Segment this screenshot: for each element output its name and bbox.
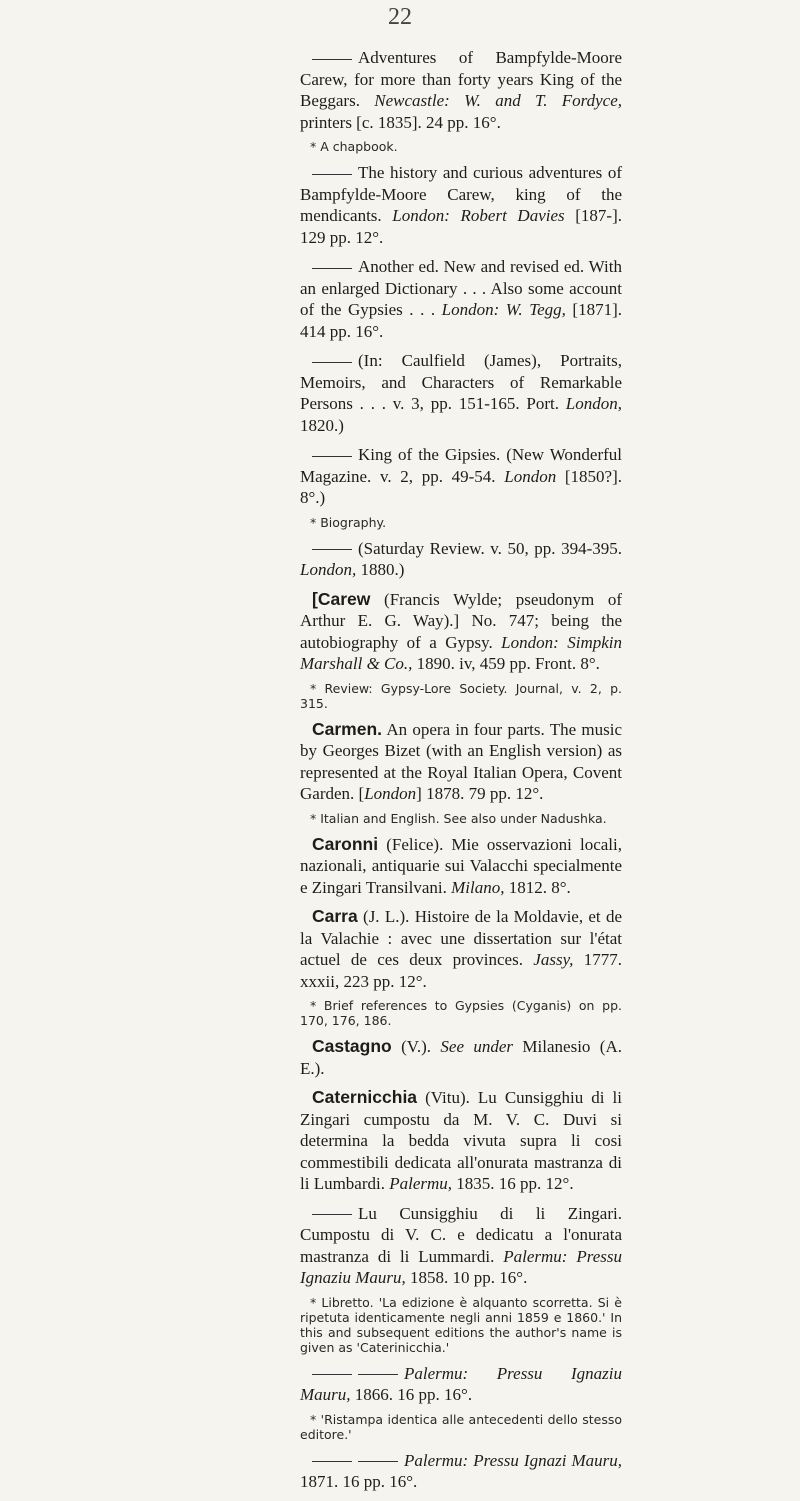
bibliography-entry (300, 589, 622, 675)
entry-collation: ] 1878. 79 pp. 12°. (416, 784, 544, 803)
entry-note: * Libretto. 'La edizione è alquanto scorretta. Si è ripetuta identicamente negli anni 1859 e 1860.' In this and subsequent editions the author's name is given as 'Caterinicchia.' (300, 1294, 622, 1355)
entry-heading: [Carew (312, 588, 371, 609)
entry-imprint: Jassy, (533, 950, 574, 969)
repeat-author-dash (312, 549, 352, 550)
entry-imprint: London, (565, 394, 622, 413)
bibliography-entry (300, 906, 622, 992)
page-number: 22 (388, 4, 412, 30)
entry-text: An opera in four parts. The music by Georges Bizet (with an English version) as represented at the Royal Italian Opera, Covent Garden. [ (300, 719, 622, 803)
entry-collation: 1880.) (356, 560, 405, 579)
entry-imprint: London: Simpkin Marshall & Co., (300, 632, 622, 673)
entry-text: (Felice). Mie osservazioni locali, nazionali, antiquarie sui Valacchi specialmente e Zingari Transilvani. (300, 834, 622, 897)
entry-imprint: Newcastle: W. and T. Fordyce, (374, 91, 622, 110)
bibliography-entry (300, 1087, 622, 1195)
repeat-title-dash (358, 1461, 398, 1462)
bibliography-entry (300, 1036, 622, 1079)
entry-imprint: See under (440, 1037, 514, 1056)
bibliography-entry (300, 47, 622, 133)
entry-collation: [1871]. 414 pp. 16°. (300, 300, 622, 341)
entry-note: * A chapbook. (310, 139, 398, 154)
entry-note: * Review: Gypsy-Lore Society. Journal, v. 2, p. 315. (300, 680, 622, 711)
entry-collation: Milanesio (A. E.). (300, 1037, 622, 1078)
entry-imprint: London: Robert Davies (392, 206, 565, 225)
repeat-author-dash (312, 174, 352, 175)
bibliography-entry (300, 1363, 622, 1406)
entry-collation: 1812. 8°. (504, 877, 571, 897)
entry-imprint: Milano, (451, 877, 505, 897)
bibliography-entry (300, 1450, 622, 1493)
entry-imprint: London, (300, 560, 357, 579)
entry-text: (Francis Wylde; pseudonym of Arthur E. G. Way).] No. 747; being the autobiography of a Gypsy. (300, 589, 622, 652)
entry-collation: 1820.) (300, 415, 344, 435)
entry-heading: Castagno (312, 1036, 392, 1056)
entry-column (300, 47, 622, 1501)
entry-text: (J. L.). Histoire de la Moldavie, et de la Valachie : avec une dissertation sur l'état actuel de ces deux provinces. (300, 907, 622, 969)
entry-heading: Caternicchia (312, 1087, 418, 1107)
bibliography-entry (300, 256, 622, 342)
entry-text: Another ed. New and revised ed. With an enlarged Dictionary . . . Also some account of the Gypsies . . . (300, 257, 622, 319)
entry-note: * Biography. (310, 514, 387, 530)
bibliography-entry (300, 719, 622, 805)
entry-imprint: Palermu: Pressu Ignaziu Mauru, (300, 1363, 622, 1404)
repeat-author-dash (312, 1214, 352, 1215)
repeat-author-dash (312, 1374, 352, 1375)
entry-imprint: Palermu, (389, 1174, 453, 1193)
entry-collation: [1850?]. 8°.) (300, 466, 623, 507)
entry-imprint: London: W. Tegg, (441, 300, 566, 319)
repeat-author-dash (312, 268, 352, 269)
repeat-author-dash (312, 456, 352, 457)
entry-collation: 1835. 16 pp. 12°. (452, 1174, 574, 1193)
bibliography-entry (300, 1203, 622, 1289)
entry-collation: 1777. xxxii, 223 pp. 12°. (300, 950, 622, 991)
entry-collation: [187-]. 129 pp. 12°. (300, 206, 622, 247)
entry-note: * Brief references to Gypsies (Cyganis) on pp. 170, 176, 186. (300, 998, 622, 1028)
repeat-author-dash (312, 59, 352, 60)
bibliography-entry (300, 834, 622, 899)
bibliography-entry (300, 538, 622, 581)
entry-text: Lu Cunsigghiu di li Zingari. Cumpostu di V. C. e dedicatu a l'onurata mastranza di li Lummardi. (300, 1203, 622, 1266)
entry-collation: 1871. 16 pp. 16°. (300, 1472, 418, 1491)
entry-note: * 'Ristampa identica alle antecedenti dello stesso editore.' (300, 1411, 622, 1442)
entry-text: Adventures of Bampfylde-Moore Carew, for more than forty years King of the Beggars. (300, 48, 622, 110)
entry-collation: 1866. 16 pp. 16°. (350, 1385, 473, 1404)
repeat-author-dash (312, 362, 352, 363)
entry-text: (V.). (391, 1037, 441, 1056)
entry-imprint: Palermu: Pressu Ignaziu Mauru, (300, 1246, 622, 1287)
entry-note: * Italian and English. See also under Nadushka. (310, 810, 607, 826)
bibliography-entry (300, 350, 622, 436)
entry-collation: printers [c. 1835]. 24 pp. 16°. (300, 112, 501, 132)
bibliography-entry (300, 162, 622, 248)
entry-text: (Vitu). Lu Cunsigghiu di li Zingari cumpostu da M. V. C. Duvi si determina la bedda vivuta supra li cosi commestibili dedicata all'onurata mastranza di li Lumbardi. (300, 1088, 622, 1193)
entry-heading: Carra (312, 906, 358, 926)
entry-imprint: London (504, 466, 557, 486)
entry-imprint: Palermu: Pressu Ignazi Mauru, (404, 1450, 622, 1470)
bibliography-entry (300, 444, 622, 509)
entry-text: The history and curious adventures of Bampfylde-Moore Carew, king of the mendicants. (300, 163, 622, 225)
entry-collation: 1858. 10 pp. 16°. (405, 1268, 528, 1287)
entry-heading: Carmen. (312, 718, 383, 739)
entry-text: (Saturday Review. v. 50, pp. 394-395. (358, 538, 622, 558)
repeat-title-dash (358, 1374, 398, 1375)
entry-imprint: London (364, 784, 417, 803)
entry-heading: Caronni (312, 833, 379, 854)
entry-collation: 1890. iv, 459 pp. Front. 8°. (412, 654, 600, 673)
entry-text: King of the Gipsies. (New Wonderful Magazine. v. 2, pp. 49-54. (300, 445, 622, 486)
repeat-author-dash (312, 1461, 352, 1462)
entry-text: (In: Caulfield (James), Portraits, Memoirs, and Characters of Remarkable Persons . . . v. 3, pp. 151-165. Port. (300, 351, 622, 413)
